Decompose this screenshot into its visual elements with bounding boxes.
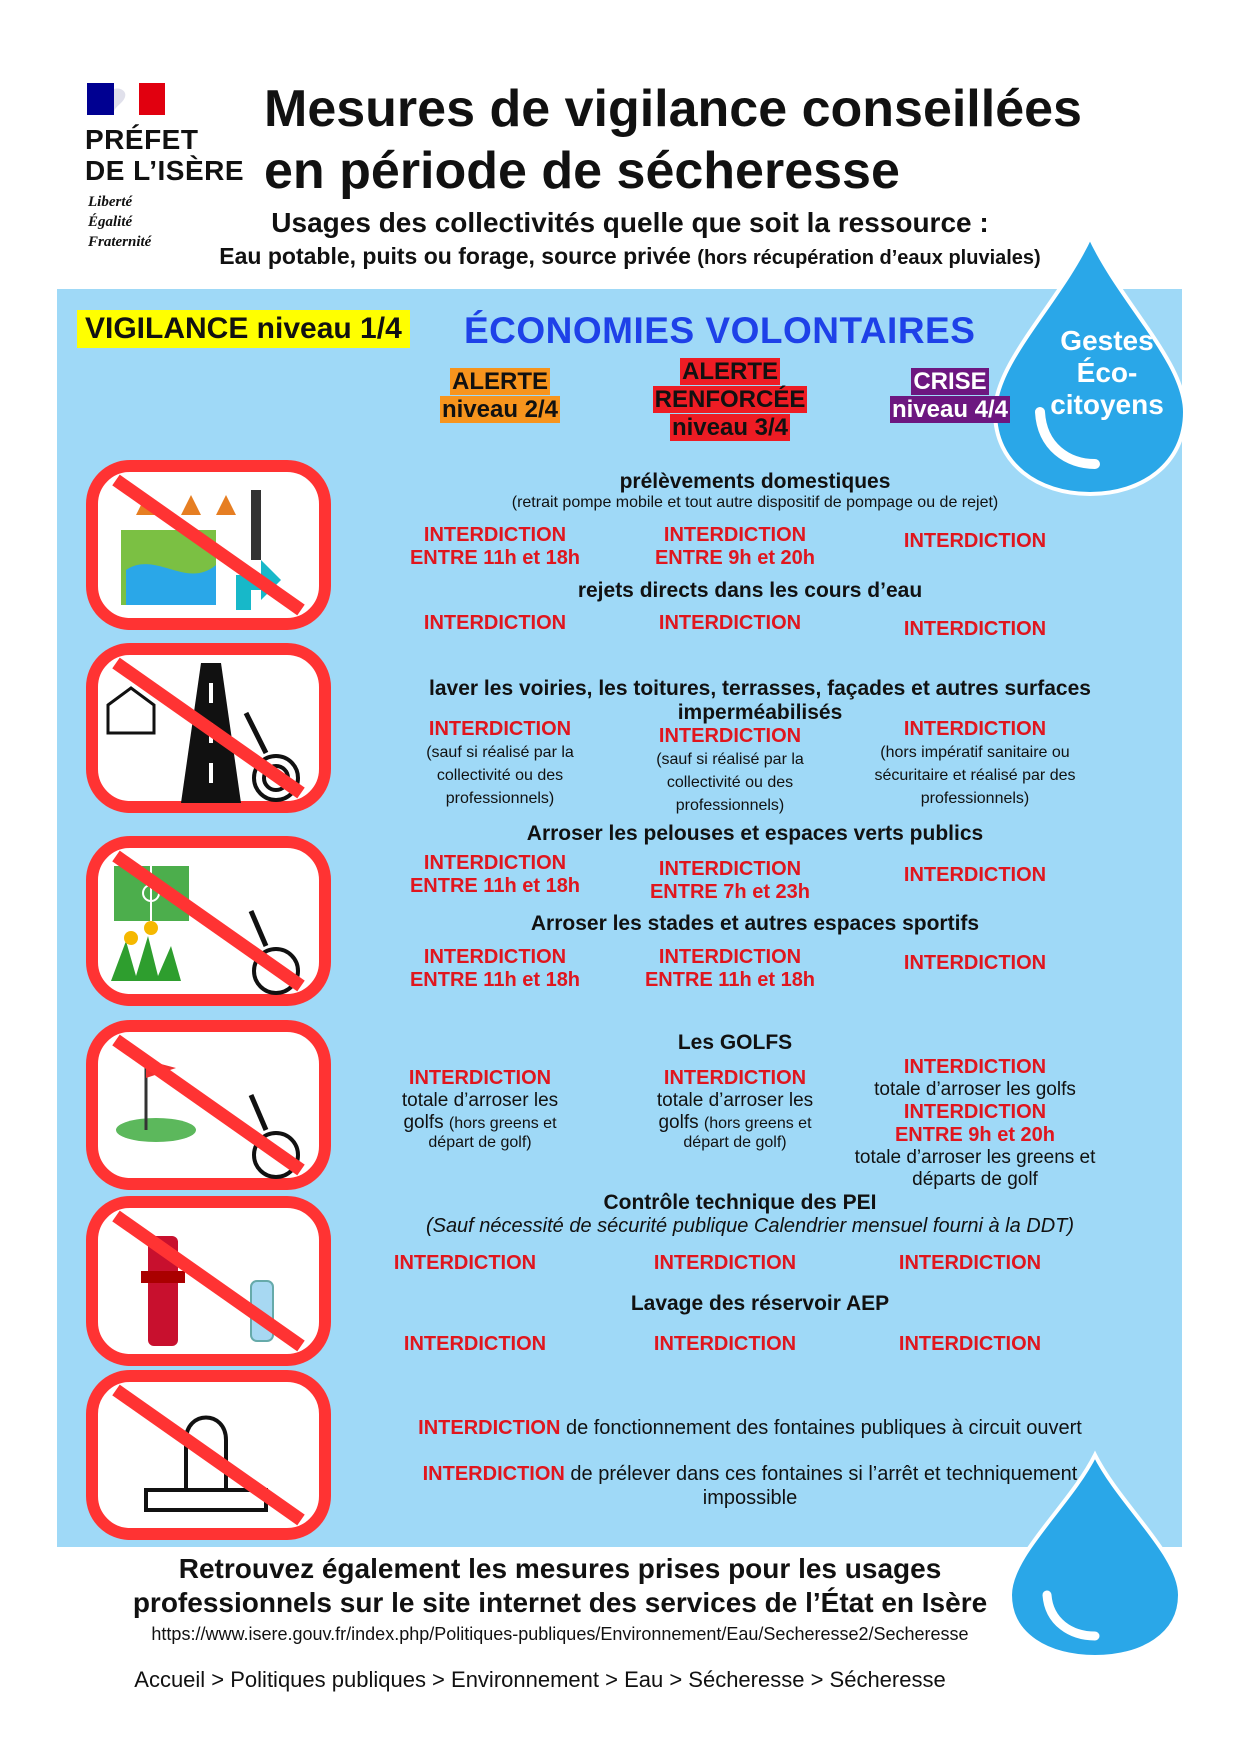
cell-line: ENTRE 11h et 18h [644, 969, 816, 991]
pelouses-renforcee [615, 858, 845, 904]
cell-line: INTERDICTION [903, 1101, 1047, 1123]
crise-line-1: CRISE [913, 368, 987, 395]
pei-alerte: INTERDICTION [393, 1252, 537, 1274]
golfs-title: Les GOLFS [677, 1031, 793, 1054]
cell-text: totale d’arroser les golfs [874, 1079, 1076, 1100]
cell-note: départ de golf) [683, 1134, 787, 1151]
cell-line: ENTRE 9h et 20h [894, 1124, 1056, 1146]
alerte-line-2: niveau 2/4 [441, 396, 559, 423]
stades-title: Arroser les stades et autres espaces sportifs [530, 912, 980, 935]
crise-line-2: niveau 4/4 [891, 396, 1009, 423]
cell-line: INTERDICTION [658, 858, 802, 880]
rejets-title: rejets directs dans les cours d’eau [577, 579, 923, 602]
stades-crise: INTERDICTION [903, 952, 1047, 974]
renforcee-line-1: ALERTE [682, 358, 778, 385]
pei-title: Contrôle technique des PEI [603, 1191, 877, 1214]
devise-egalite: Égalité [88, 214, 133, 230]
stades-renforcee [615, 946, 845, 992]
cell-line: INTERDICTION [408, 1067, 552, 1089]
fontaines-text-2: de prélever dans ces fontaines si l’arrêt et techniquement [564, 1463, 1078, 1485]
breadcrumb: Accueil > Politiques publiques > Environnement > Eau > Sécheresse > Sécheresse [134, 1667, 946, 1692]
vigilance-level-label: VIGILANCE niveau 1/4 [77, 310, 410, 348]
pumping-prohibited-icon [86, 460, 331, 630]
cell-text: totale d’arroser les greens et [854, 1147, 1096, 1168]
renforcee-line-3: niveau 3/4 [671, 414, 789, 441]
republique-flag-logo [87, 83, 165, 115]
laver-title: laver les voiries, les toitures, terrasses, façades et autres surfaces imperméabilisés [429, 677, 1091, 724]
reservoir-renforcee: INTERDICTION [653, 1333, 797, 1355]
cell-line: INTERDICTION [658, 725, 802, 747]
cell-note: professionnels) [920, 790, 1030, 807]
reservoir-crise: INTERDICTION [898, 1333, 1042, 1355]
gestes-line-3: citoyens [1050, 389, 1164, 420]
cell-note: sécuritaire et réalisé par des [874, 767, 1076, 784]
gestes-line-1: Gestes [1060, 325, 1154, 356]
devise-fraternite: Fraternité [88, 234, 152, 250]
alerte-level-label [430, 368, 570, 424]
cell-line: ENTRE 9h et 20h [654, 547, 816, 569]
lawn-watering-prohibited-icon [86, 836, 331, 1006]
pelouses-alerte [380, 852, 610, 898]
logo-line-2: DE L’ISÈRE [85, 155, 245, 186]
cell-note: collectivité ou des [666, 774, 794, 791]
cell-text: départs de golf [912, 1169, 1038, 1190]
cell-line: INTERDICTION [663, 1067, 807, 1089]
cell-line: INTERDICTION [903, 718, 1047, 740]
rejets-crise: INTERDICTION [903, 618, 1047, 640]
cell-note: professionnels) [675, 797, 785, 814]
cell-note: professionnels) [445, 790, 555, 807]
crise-level-label [870, 368, 1030, 424]
pei-renforcee: INTERDICTION [653, 1252, 797, 1274]
cell-text: totale d’arroser les [401, 1090, 559, 1111]
fontaines-text-2-cont: impossible [702, 1487, 798, 1509]
fontaines-text-1: de fonctionnement des fontaines publiques à circuit ouvert [560, 1417, 1082, 1439]
cell-line: ENTRE 11h et 18h [409, 969, 581, 991]
cell-note: départ de golf) [428, 1134, 532, 1151]
cell-note: collectivité ou des [436, 767, 564, 784]
stades-alerte [380, 946, 610, 992]
cell-line: INTERDICTION [423, 946, 567, 968]
hydrant-prohibited-icon [86, 1196, 331, 1366]
cell-text: totale d’arroser les [656, 1090, 814, 1111]
resources-note: (hors récupération d’eaux pluviales) [697, 247, 1041, 269]
fontaines-interdiction-1: INTERDICTION [418, 1417, 561, 1439]
prelevements-title: prélèvements domestiques [619, 470, 891, 493]
cell-note: (sauf si réalisé par la [656, 751, 804, 768]
reservoir-title: Lavage des réservoir AEP [630, 1292, 890, 1315]
cell-line: INTERDICTION [658, 946, 802, 968]
resources-line [160, 243, 1100, 270]
cell-note: (hors impératif sanitaire ou [880, 744, 1070, 761]
cell-text-part: golfs [658, 1112, 699, 1133]
rejets-renforcee: INTERDICTION [658, 612, 802, 634]
reservoir-alerte: INTERDICTION [403, 1333, 547, 1355]
title-line-2: en période de sécheresse [264, 142, 900, 200]
cell-line: ENTRE 7h et 23h [649, 881, 811, 903]
footer-line-1: Retrouvez également les mesures prises pour les usages [178, 1553, 942, 1584]
golfs-renforcee [615, 1067, 855, 1152]
footer-url-link[interactable]: https://www.isere.gouv.fr/index.php/Politiques-publiques/Environnement/Eau/Secheresse2/Secheresse [151, 1624, 969, 1644]
prelevements-crise: INTERDICTION [903, 530, 1047, 552]
gestes-eco-citoyens [1022, 325, 1192, 421]
pelouses-crise: INTERDICTION [903, 864, 1047, 886]
cell-note: (hors greens et [703, 1115, 812, 1132]
cell-line: INTERDICTION [423, 852, 567, 874]
cell-text [360, 1112, 600, 1134]
logo-line-1: PRÉFET [85, 124, 199, 155]
pelouses-title: Arroser les pelouses et espaces verts publics [526, 822, 984, 845]
subtitle: Usages des collectivités quelle que soit la ressource : [271, 207, 989, 238]
cell-text [615, 1112, 855, 1134]
golfs-crise [835, 1056, 1115, 1191]
cell-line: INTERDICTION [423, 524, 567, 546]
cell-line: INTERDICTION [428, 718, 572, 740]
road-washing-prohibited-icon [86, 643, 331, 813]
prelevements-renforcee [620, 524, 850, 570]
rejets-alerte: INTERDICTION [423, 612, 567, 634]
devise [88, 192, 151, 252]
resources-text: Eau potable, puits ou forage, source privée [219, 243, 691, 269]
cell-line: INTERDICTION [663, 524, 807, 546]
cell-text-part: golfs [403, 1112, 444, 1133]
page-title [264, 78, 1082, 202]
alerte-line-1: ALERTE [452, 368, 548, 395]
laver-renforcee [615, 725, 845, 817]
title-line-1: Mesures de vigilance conseillées [264, 80, 1082, 138]
golfs-alerte [360, 1067, 600, 1152]
cell-line: INTERDICTION [903, 1056, 1047, 1078]
fontaines-interdiction-2: INTERDICTION [422, 1463, 565, 1485]
pei-note: (Sauf nécessité de sécurité publique Calendrier mensuel fourni à la DDT) [425, 1215, 1075, 1237]
fontaines-line-1 [370, 1417, 1130, 1440]
cell-note: (sauf si réalisé par la [426, 744, 574, 761]
prefet-logo-text [85, 124, 244, 186]
alerte-renforcee-level-label [640, 358, 820, 442]
footer-message [60, 1552, 1060, 1620]
prelevements-alerte [380, 524, 610, 570]
renforcee-line-2: RENFORCÉE [654, 386, 806, 413]
laver-alerte [385, 718, 615, 810]
laver-crise [840, 718, 1110, 810]
footer-line-2: professionnels sur le site internet des services de l’État en Isère [132, 1587, 988, 1618]
gestes-line-2: Éco- [1076, 357, 1138, 388]
economies-volontaires: ÉCONOMIES VOLONTAIRES [464, 310, 976, 351]
fountain-prohibited-icon [86, 1370, 331, 1540]
devise-liberte: Liberté [88, 194, 133, 210]
pei-crise: INTERDICTION [898, 1252, 1042, 1274]
cell-line: ENTRE 11h et 18h [409, 875, 581, 897]
cell-note: (hors greens et [448, 1115, 557, 1132]
golf-watering-prohibited-icon [86, 1020, 331, 1190]
prelevements-note: (retrait pompe mobile et tout autre dispositif de pompage ou de rejet) [511, 494, 999, 511]
cell-line: ENTRE 11h et 18h [409, 547, 581, 569]
